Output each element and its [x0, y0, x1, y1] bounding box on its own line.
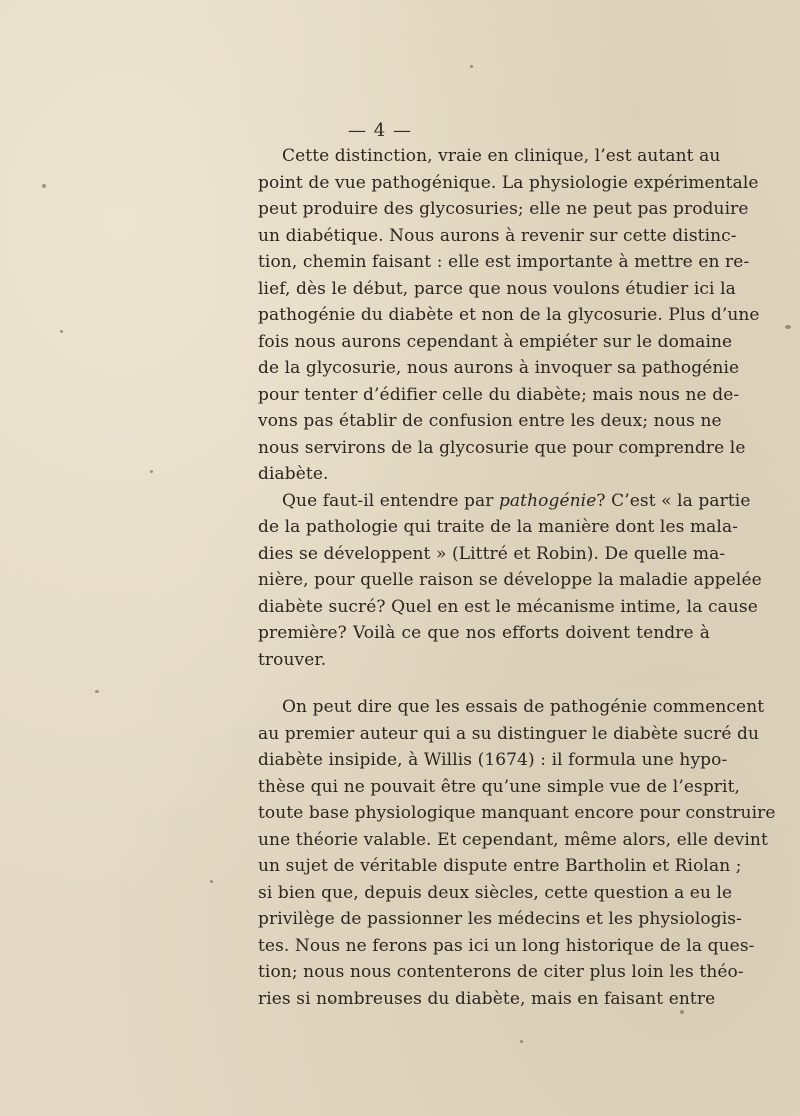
text-line: dies se développent » (Littré et Robin). De quelle ma- — [258, 543, 726, 564]
text-span: Que faut-il entendre par — [282, 490, 499, 511]
page-number: — 4 — — [348, 120, 412, 141]
body-text — [258, 143, 776, 1012]
paragraph-1 — [258, 143, 760, 488]
text-line: nous servirons de la glycosurie que pour comprendre le — [258, 437, 746, 458]
text-line: diabète sucré? Quel en est le mécanisme intime, la cause — [258, 596, 758, 617]
text-line: Cette distinction, vraie en clinique, l’est autant au — [282, 146, 721, 166]
text-line — [258, 488, 751, 515]
paper-speck — [42, 184, 46, 188]
text-line: diabète. — [258, 464, 329, 484]
paper-speck — [520, 1040, 523, 1043]
text-line: point de vue pathogénique. La physiologie expérimentale — [258, 172, 759, 193]
paper-speck — [210, 880, 213, 883]
paragraph-2 — [258, 488, 762, 674]
paper-speck — [785, 325, 791, 329]
paragraph-3 — [258, 694, 776, 1012]
text-line: si bien que, depuis deux siècles, cette question a eu le — [258, 882, 733, 903]
text-line: pathogénie du diabète et non de la glycosurie. Plus d’une — [258, 305, 760, 325]
text-line: fois nous aurons cependant à empiéter sur le domaine — [258, 331, 733, 352]
text-line: thèse qui ne pouvait être qu’une simple vue de l’esprit, — [258, 776, 741, 797]
text-line: tes. Nous ne ferons pas ici un long historique de la ques- — [258, 935, 755, 956]
text-line: un diabétique. Nous aurons à revenir sur cette distinc- — [258, 225, 737, 246]
text-line: nière, pour quelle raison se développe la maladie appelée — [258, 570, 762, 590]
text-line: première? Voilà ce que nos efforts doivent tendre à — [258, 623, 710, 643]
text-line: peut produire des glycosuries; elle ne peut pas produire — [258, 199, 749, 219]
text-line: trouver. — [258, 649, 327, 670]
text-line: de la glycosurie, nous aurons à invoquer sa pathogénie — [258, 358, 740, 378]
text-line: vons pas établir de confusion entre les deux; nous ne — [258, 411, 722, 431]
paper-speck — [150, 470, 153, 473]
text-line: On peut dire que les essais de pathogénie commencent — [282, 697, 765, 717]
text-line: diabète insipide, à Willis (1674) : il formula une hypo- — [258, 750, 728, 770]
text-line: une théorie valable. Et cependant, même alors, elle devint — [258, 829, 768, 850]
text-line: au premier auteur qui a su distinguer le diabète sucré du — [258, 723, 760, 744]
paper-speck — [470, 65, 473, 68]
text-line: ries si nombreuses du diabète, mais en faisant entre — [258, 988, 716, 1009]
text-span: ? C’est « la partie — [596, 490, 751, 511]
paper-speck — [95, 690, 99, 693]
text-line: un sujet de véritable dispute entre Bartholin et Riolan ; — [258, 856, 742, 876]
text-line: privilège de passionner les médecins et les physiologis- — [258, 909, 742, 929]
italic-term: pathogénie — [498, 490, 597, 511]
text-line: toute base physiologique manquant encore pour construire — [258, 803, 776, 823]
text-line: lief, dès le début, parce que nous voulons étudier ici la — [258, 278, 736, 299]
paragraph-gap — [258, 673, 710, 694]
text-line: tion; nous nous contenterons de citer plus loin les théo- — [258, 962, 744, 982]
text-line: pour tenter d’édifier celle du diabète; mais nous ne de- — [258, 384, 740, 405]
paper-speck — [60, 330, 63, 333]
text-line: tion, chemin faisant : elle est importante à mettre en re- — [258, 252, 750, 272]
text-line: de la pathologie qui traite de la manière dont les mala- — [258, 517, 739, 537]
